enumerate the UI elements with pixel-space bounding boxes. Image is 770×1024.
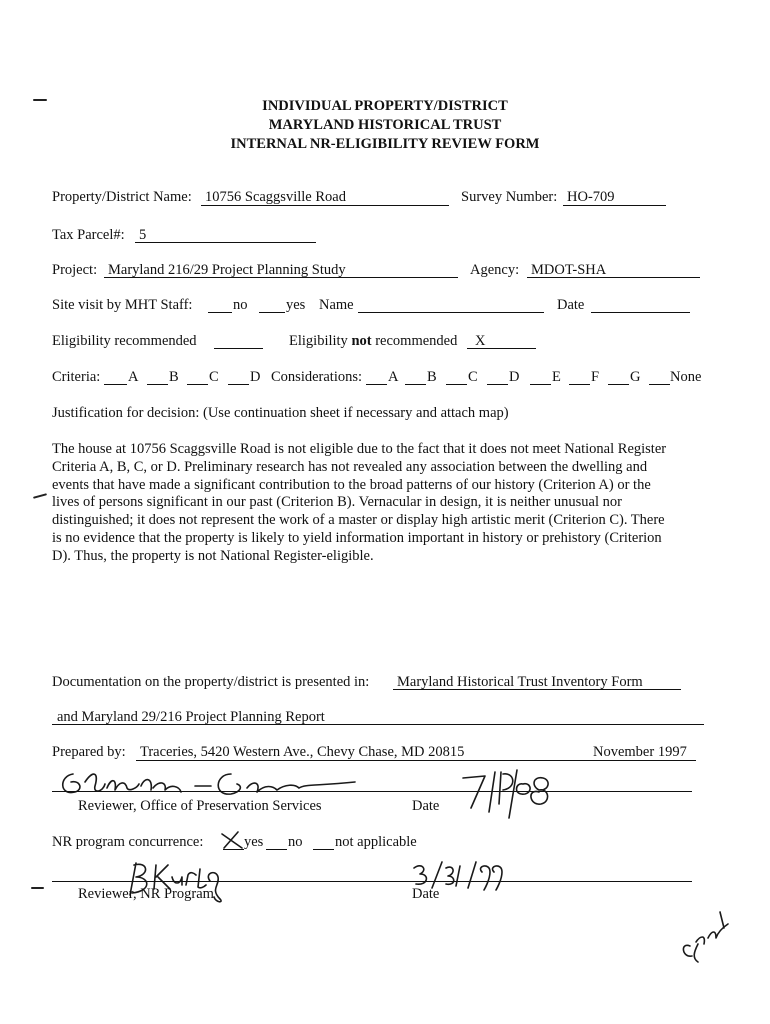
- consideration-f: F: [591, 369, 600, 385]
- concurrence-yes: yes: [244, 834, 264, 850]
- justification-text: [52, 441, 666, 566]
- project-label: Project:: [52, 262, 98, 278]
- site-visit-yes-blank: [259, 312, 285, 313]
- prepared-by-label: Prepared by:: [52, 744, 126, 760]
- reviewer-label: Reviewer, Office of Preservation Services: [78, 798, 322, 814]
- criteria-blank: [104, 384, 127, 385]
- site-visit-date-line: [591, 312, 690, 313]
- justification-line: The house at 10756 Scaggsville Road is not eligible due to the fact that it does not meet National Register: [52, 441, 667, 457]
- nr-reviewer-date-handwritten: [410, 858, 510, 894]
- site-visit-date-label: Date: [557, 297, 585, 313]
- consideration-blank: [405, 384, 426, 385]
- nr-reviewer-label: Reviewer, NR Program: [78, 886, 214, 902]
- consideration-blank: [446, 384, 467, 385]
- site-visit-name-line: [358, 312, 544, 313]
- reviewer-signature: [55, 762, 375, 802]
- site-visit-no-label: no: [233, 297, 248, 313]
- justification-line: events that have made a significant contribution to the broad patterns of our history (Criterion A) or the: [52, 476, 651, 493]
- consideration-c: C: [468, 369, 478, 385]
- survey-number-label: Survey Number:: [461, 189, 558, 205]
- form-title-line2: MARYLAND HISTORICAL TRUST: [268, 117, 502, 133]
- concurrence-label: NR program concurrence:: [52, 834, 204, 850]
- prepared-by-value: Traceries, 5420 Western Ave., Chevy Chase, MD 20815: [140, 744, 465, 760]
- concurrence-na-blank: [313, 849, 334, 850]
- reviewer-date-handwritten: [455, 764, 575, 824]
- survey-number-value: HO-709: [567, 189, 615, 205]
- documentation-value-1: Maryland Historical Trust Inventory Form: [397, 674, 643, 690]
- criteria-blank: [187, 384, 208, 385]
- documentation-label: Documentation on the property/district is presented in:: [52, 674, 370, 690]
- justification-line: is no evidence that the property is likely to yield information important in history or prehistory (Criterion: [52, 529, 662, 546]
- consideration-blank: [649, 384, 670, 385]
- form-title-line3: INTERNAL NR-ELIGIBILITY REVIEW FORM: [230, 136, 540, 152]
- property-name-label: Property/District Name:: [52, 189, 192, 205]
- prepared-by-date: November 1997: [593, 744, 687, 760]
- justification-line: lives of persons significant in our past (Criterion B). Vernacular in design, it is neither unusual nor: [52, 494, 622, 511]
- tax-parcel-value: 5: [139, 227, 147, 243]
- margin-mark: [33, 493, 47, 499]
- site-visit-name-label: Name: [319, 297, 354, 313]
- consideration-none: None: [670, 369, 702, 385]
- documentation-value-2: and Maryland 29/216 Project Planning Report: [57, 709, 325, 725]
- concurrence-na: not applicable: [335, 834, 417, 850]
- consideration-b: B: [427, 369, 437, 385]
- consideration-d: D: [509, 369, 520, 385]
- consideration-blank: [608, 384, 629, 385]
- tax-parcel-line: [135, 242, 316, 243]
- consideration-blank: [530, 384, 551, 385]
- consideration-e: E: [552, 369, 561, 385]
- site-visit-no-blank: [208, 312, 232, 313]
- criteria-c: C: [209, 369, 219, 385]
- consideration-g: G: [630, 369, 641, 385]
- eligibility-not-recommended-value: X: [475, 333, 486, 349]
- nr-reviewer-line: [52, 881, 692, 882]
- margin-mark: [31, 887, 44, 889]
- justification-label: Justification for decision: (Use continuation sheet if necessary and attach map): [52, 405, 509, 421]
- justification-line: distinguished; it does not represent the work of a master or display high artistic merit (Criterion C). There: [52, 512, 665, 529]
- tax-parcel-label: Tax Parcel#:: [52, 227, 125, 243]
- justification-line: Criteria A, B, C, or D. Preliminary research has not revealed any association between the dwelling and: [52, 458, 648, 475]
- criteria-blank: [147, 384, 168, 385]
- consideration-a: A: [388, 369, 399, 385]
- eligibility-not-recommended: Eligibility not recommended: [289, 333, 458, 349]
- reviewer-date-label: Date: [412, 798, 440, 814]
- considerations-label: Considerations:: [271, 369, 363, 385]
- reviewer-line: [52, 791, 692, 792]
- justification-line: D). Thus, the property is not National Register-eligible.: [52, 547, 374, 564]
- form-title-line1: INDIVIDUAL PROPERTY/DISTRICT: [262, 98, 508, 114]
- criteria-d: D: [250, 369, 261, 385]
- criteria-a: A: [128, 369, 139, 385]
- eligibility-recommended-blank: [214, 348, 263, 349]
- eligibility-recommended-label: Eligibility recommended: [52, 333, 197, 349]
- property-name-value: 10756 Scaggsville Road: [205, 189, 346, 205]
- nr-reviewer-date-label: Date: [412, 886, 440, 902]
- corner-handwriting: [676, 908, 736, 964]
- agency-value: MDOT-SHA: [531, 262, 607, 278]
- criteria-b: B: [169, 369, 179, 385]
- concurrence-no-blank: [266, 849, 287, 850]
- site-visit-label: Site visit by MHT Staff:: [52, 297, 193, 313]
- consideration-blank: [487, 384, 508, 385]
- project-value: Maryland 216/29 Project Planning Study: [108, 262, 346, 278]
- consideration-blank: [366, 384, 387, 385]
- site-visit-yes-label: yes: [286, 297, 306, 313]
- criteria-blank: [228, 384, 249, 385]
- criteria-label: Criteria:: [52, 369, 101, 385]
- concurrence-no: no: [288, 834, 303, 850]
- consideration-blank: [569, 384, 590, 385]
- margin-mark: [33, 99, 47, 101]
- agency-label: Agency:: [470, 262, 520, 278]
